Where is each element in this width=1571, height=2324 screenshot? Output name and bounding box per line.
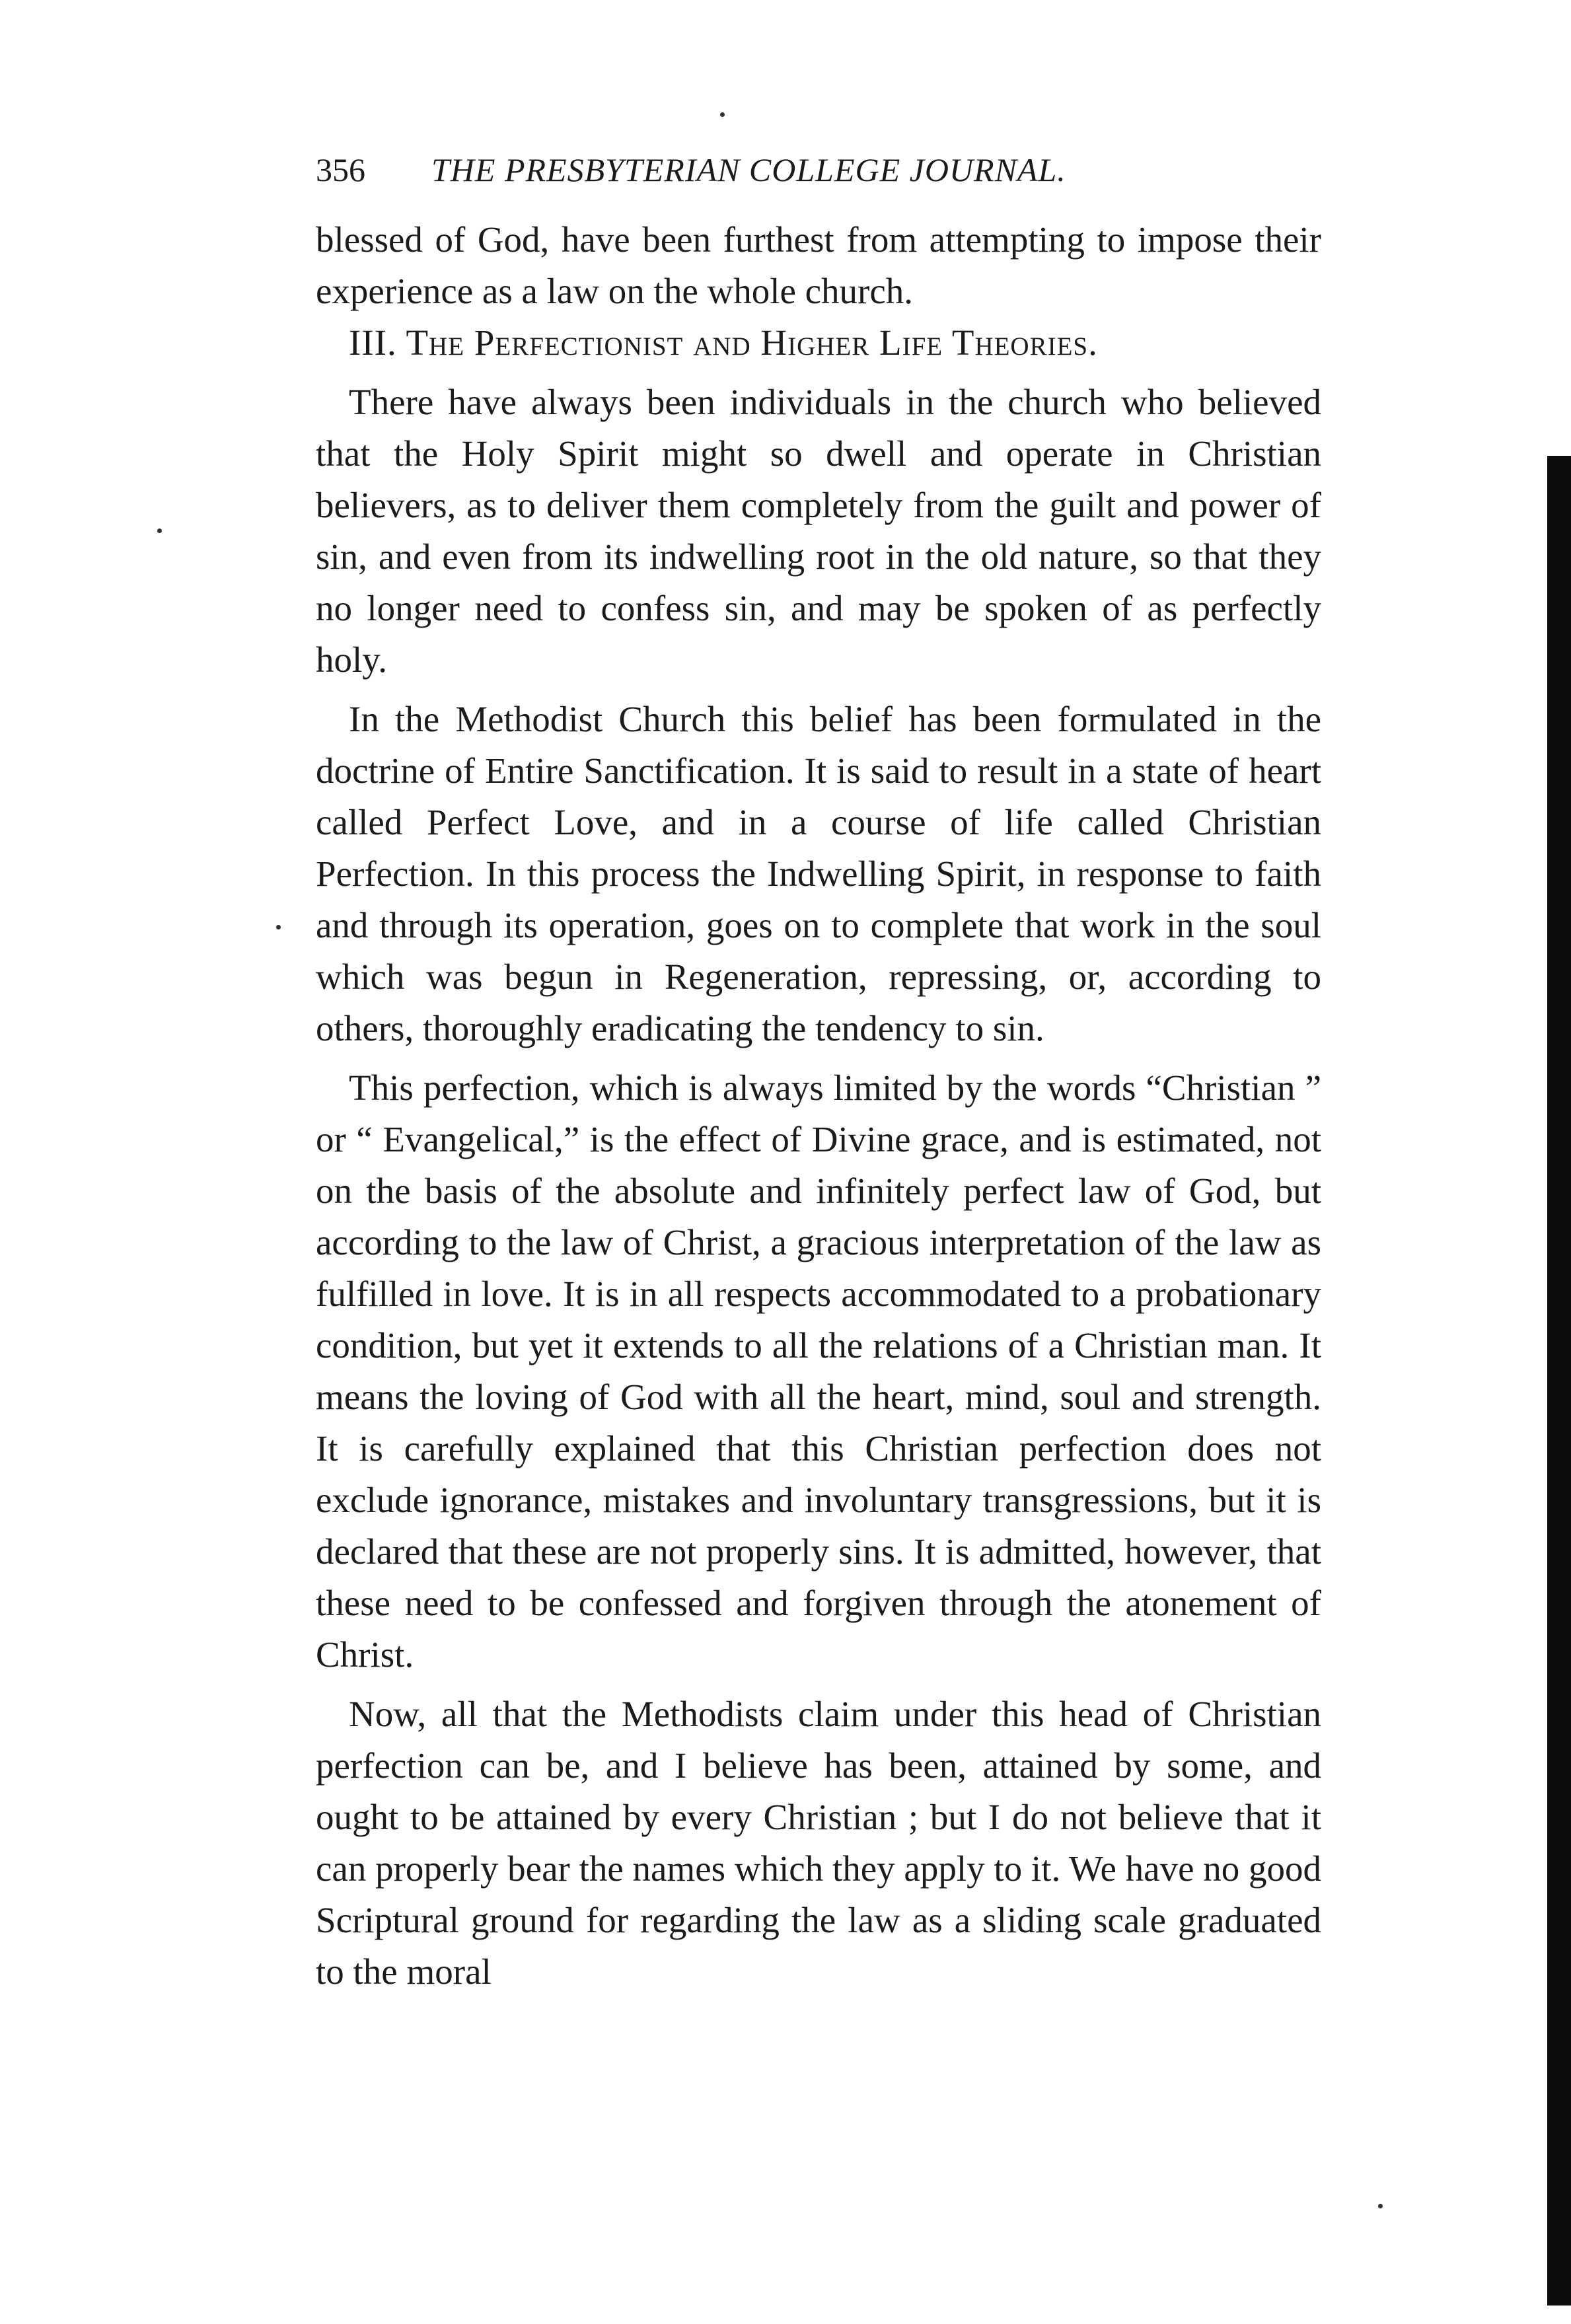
running-title: THE PRESBYTERIAN COLLEGE JOURNAL.: [431, 151, 1066, 188]
section-heading: III. The Perfectionist and Higher Life Theories.: [349, 322, 1098, 363]
body-text: [316, 214, 1321, 1998]
paragraph: There have always been individuals in the church who believed that the Holy Spirit might so dwell and operate in Christian believers, as to deliver them completely from the guilt and power of sin, and even from its indwelling root in the old nature, so that they no longer need to confess sin, and may be spoken of as perfectly holy.: [316, 382, 1321, 680]
paragraph-continuation: blessed of God, have been furthest from attempting to impose their experience as a law on the whole church.: [316, 219, 1321, 311]
scan-speck: [1378, 2204, 1383, 2208]
page-header: [316, 147, 1321, 193]
scan-speck: [276, 925, 281, 929]
paragraph: In the Methodist Church this belief has been formulated in the doctrine of Entire Sanctification. It is said to result in a state of heart called Perfect Love, and in a course of life called Christian Perfection. In this process the Indwelling Spirit, in response to faith and through its operation, goes on to complete that work in the soul which was begun in Regeneration, repressing, or, according to others, thoroughly eradicating the tendency to sin.: [316, 699, 1321, 1048]
paragraph: Now, all that the Methodists claim under this head of Christian perfection can be, and I believe has been, attained by some, and ought to be attained by every Christian ; but I do not believe that it can properly bear the names which they apply to it. We have no good Scriptural ground for regarding the law as a sliding scale graduated to the moral: [316, 1694, 1321, 1992]
paragraph: This perfection, which is always limited by the words “Christian ” or “ Evangelical,” is the effect of Divine grace, and is estimated, not on the basis of the absolute and infinitely perfect law of God, but according to the law of Christ, a gracious interpretation of the law as fulfilled in love. It is in all respects accommodated to a probationary condition, but yet it extends to all the relations of a Christian man. It means the loving of God with all the heart, mind, soul and strength. It is carefully explained that this Christian perfection does not exclude ignorance, mistakes and involuntary transgressions, but it is declared that these are not properly sins. It is admitted, however, that these need to be confessed and forgiven through the atonement of Christ.: [316, 1068, 1321, 1675]
scan-speck: [157, 528, 162, 533]
scan-edge-shadow: [1547, 456, 1571, 2306]
page-number: 356: [316, 151, 365, 188]
scan-speck: [720, 112, 725, 117]
